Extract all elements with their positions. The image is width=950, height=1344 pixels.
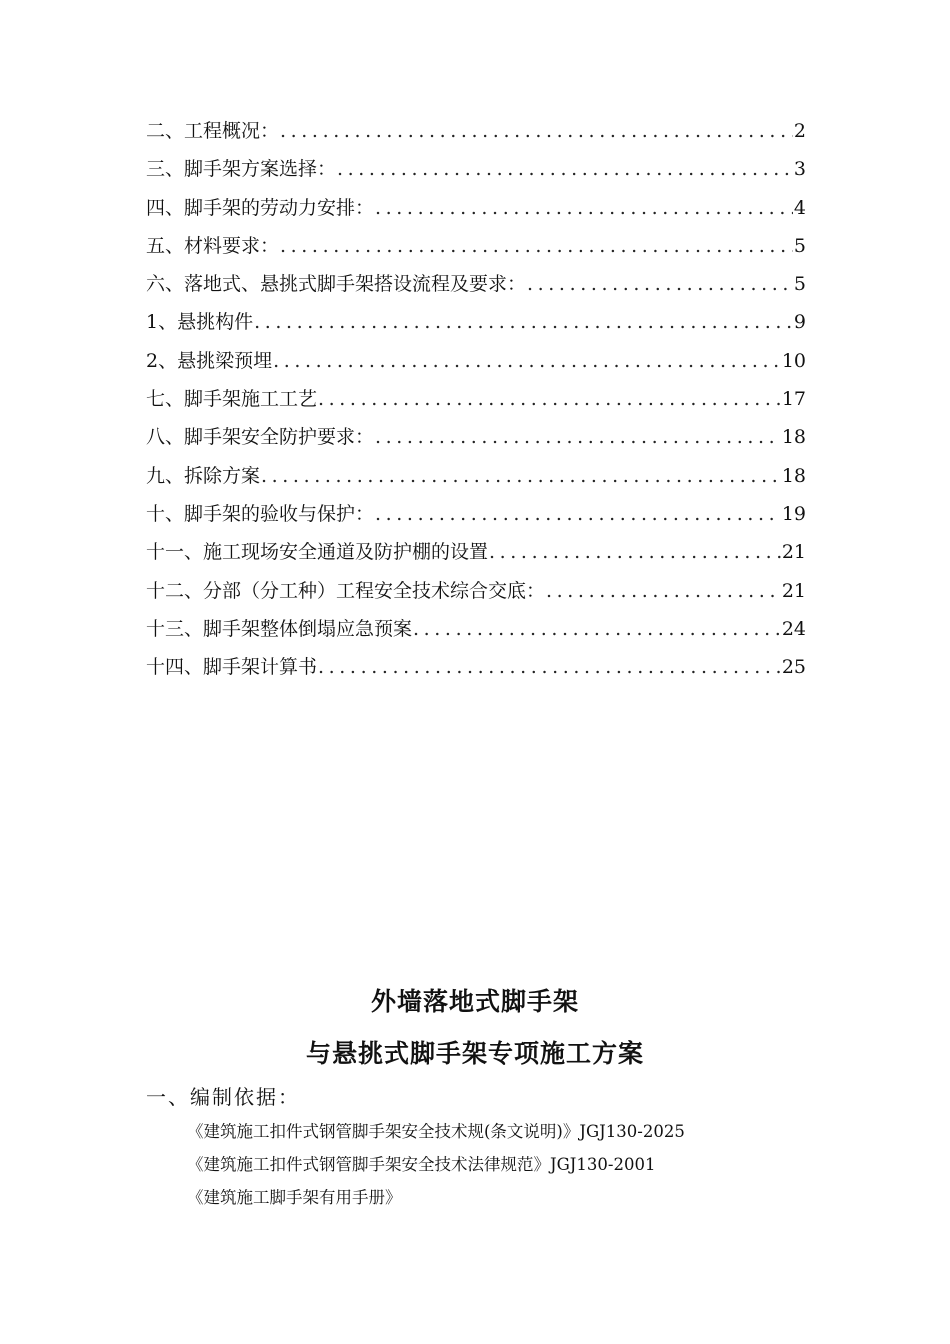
toc-entry-title: 十四、脚手架计算书 xyxy=(146,656,318,679)
toc-entry-page: 17 xyxy=(781,388,806,411)
toc-leader-dots xyxy=(375,418,781,456)
reference-item: 《建筑施工扣件式钢管脚手架安全技术规(条文说明)》JGJ130-2025 xyxy=(187,1122,685,1141)
toc-leader-dots xyxy=(254,303,793,341)
toc-entry-title: 六、落地式、悬挑式脚手架搭设流程及要求： xyxy=(146,273,527,296)
toc-entry-page: 19 xyxy=(781,502,806,525)
toc-leader-dots xyxy=(280,227,793,265)
toc-leader-dots xyxy=(337,150,793,188)
toc-entry xyxy=(146,572,806,610)
reference-list xyxy=(187,1120,685,1219)
document-title-line-2: 与悬挑式脚手架专项施工方案 xyxy=(305,1039,644,1068)
toc-entry-page: 2 xyxy=(793,120,806,142)
toc-entry-page: 18 xyxy=(781,426,806,449)
toc-entry-page: 3 xyxy=(793,158,806,181)
toc-leader-dots xyxy=(489,533,781,571)
toc-leader-dots xyxy=(280,112,793,150)
toc-entry-title: 十一、施工现场安全通道及防护棚的设置 xyxy=(146,541,489,564)
toc-entry-title: 五、材料要求： xyxy=(146,234,280,257)
toc-entry xyxy=(146,227,806,265)
toc-entry-title: 2、悬挑梁预埋 xyxy=(146,349,273,372)
toc-entry-title: 二、工程概况： xyxy=(146,120,280,142)
toc-entry-title: 九、拆除方案 xyxy=(146,464,261,487)
toc-entry-page: 9 xyxy=(793,311,806,334)
toc-entry xyxy=(146,112,806,150)
toc-leader-dots xyxy=(546,572,781,610)
toc-entry-title: 四、脚手架的劳动力安排： xyxy=(146,196,375,219)
toc-entry-page: 18 xyxy=(781,464,806,487)
table-of-contents xyxy=(146,112,806,686)
toc-entry xyxy=(146,457,806,495)
toc-leader-dots xyxy=(318,648,781,686)
toc-leader-dots xyxy=(318,380,781,418)
toc-entry-page: 5 xyxy=(793,273,806,296)
toc-entry-title: 八、脚手架安全防护要求： xyxy=(146,426,375,449)
toc-entry-page: 5 xyxy=(793,234,806,257)
reference-item: 《建筑施工脚手架有用手册》 xyxy=(187,1188,402,1207)
toc-entry xyxy=(146,610,806,648)
toc-entry-title: 1、悬挑构件 xyxy=(146,311,254,334)
toc-entry-title: 十三、脚手架整体倒塌应急预案 xyxy=(146,617,413,640)
reference-item: 《建筑施工扣件式钢管脚手架安全技术法律规范》JGJ130-2001 xyxy=(187,1155,656,1174)
toc-leader-dots xyxy=(375,495,781,533)
toc-entry xyxy=(146,495,806,533)
toc-leader-dots xyxy=(261,457,781,495)
toc-entry-page: 25 xyxy=(781,656,806,679)
toc-entry xyxy=(146,342,806,380)
toc-entry xyxy=(146,648,806,686)
toc-entry xyxy=(146,418,806,456)
toc-entry xyxy=(146,380,806,418)
toc-entry-title: 十二、分部（分工种）工程安全技术综合交底： xyxy=(146,579,546,602)
toc-entry xyxy=(146,265,806,303)
toc-entry-title: 三、脚手架方案选择： xyxy=(146,158,337,181)
toc-entry-page: 24 xyxy=(781,617,806,640)
toc-entry-title: 十、脚手架的验收与保护： xyxy=(146,502,375,525)
toc-entry-page: 21 xyxy=(781,579,806,602)
document-title-line-1: 外墙落地式脚手架 xyxy=(370,987,579,1016)
toc-entry-page: 10 xyxy=(781,349,806,372)
toc-entry-page: 4 xyxy=(793,196,806,219)
toc-entry xyxy=(146,189,806,227)
toc-leader-dots xyxy=(375,189,793,227)
toc-entry-title: 七、脚手架施工工艺 xyxy=(146,388,318,411)
toc-entry xyxy=(146,150,806,188)
toc-leader-dots xyxy=(527,265,793,303)
toc-leader-dots xyxy=(413,610,781,648)
toc-entry-page: 21 xyxy=(781,541,806,564)
section-heading: 一、编制依据： xyxy=(146,1085,300,1109)
toc-entry xyxy=(146,533,806,571)
toc-entry xyxy=(146,303,806,341)
toc-leader-dots xyxy=(273,342,781,380)
